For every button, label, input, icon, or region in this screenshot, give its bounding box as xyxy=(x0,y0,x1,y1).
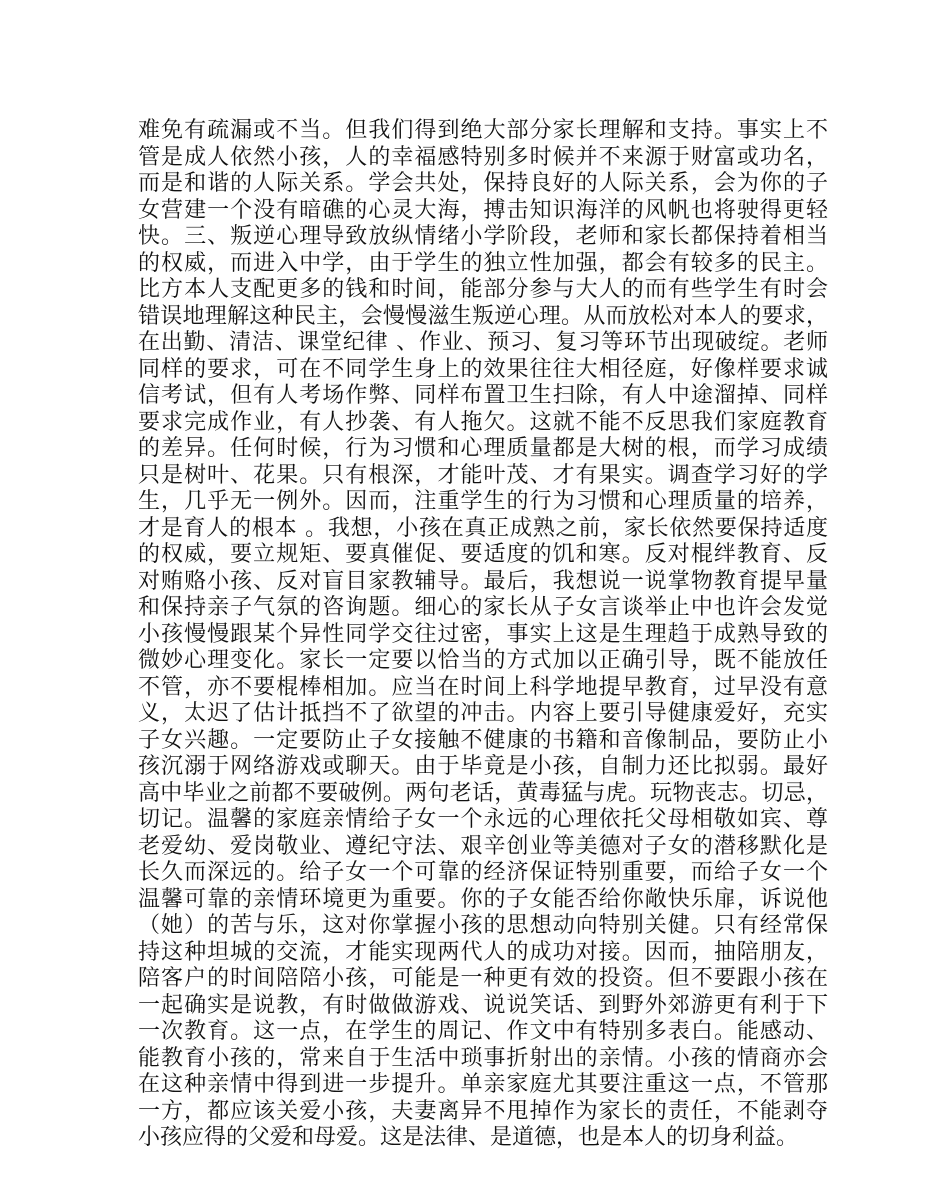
text-line: 比方本人支配更多的钱和时间，能部分参与大人的而有些学生有时会 xyxy=(138,277,828,302)
text-line: 老爱幼、爱岗敬业、遵纪守法、艰辛创业等美德对子女的潜移默化是 xyxy=(138,833,828,859)
text-line: 能教育小孩的，常来自于生活中琐事折射出的亲情。小孩的情商亦会 xyxy=(138,1045,828,1071)
text-line: 孩沉溺于网络游戏或聊天。由于毕竟是小孩，自制力还比拟弱。最好 xyxy=(138,754,828,779)
text-line: 而是和谐的人际关系。学会共处，保持良好的人际关系，会为你的子 xyxy=(138,171,828,196)
text-line: 错误地理解这种民主，会慢慢滋生叛逆心理。从而放松对本人的要求， xyxy=(138,303,828,329)
text-line: 难免有疏漏或不当。但我们得到绝大部分家长理解和支持。事实上不 xyxy=(138,118,828,143)
text-line: 快。三、叛逆心理导致放纵情绪小学阶段，老师和家长都保持着相当 xyxy=(138,224,828,249)
text-line: 一次教育。这一点，在学生的周记、作文中有特别多表白。能感动、 xyxy=(138,1019,828,1044)
text-line: 只是树叶、花果。只有根深，才能叶茂、才有果实。调查学习好的学 xyxy=(138,462,828,488)
text-line: 女营建一个没有暗礁的心灵大海，搏击知识海洋的风帆也将驶得更轻 xyxy=(138,197,828,223)
text-line: 义，太迟了估计抵挡不了欲望的冲击。内容上要引导健康爱好，充实 xyxy=(138,701,828,726)
text-line: 的权威，而进入中学，由于学生的独立性加强，都会有较多的民主。 xyxy=(138,250,828,276)
text-line: 切记。温馨的家庭亲情给子女一个永远的心理依托父母相敬如宾、尊 xyxy=(138,807,828,832)
body-text xyxy=(138,118,828,1152)
text-line: 持这种坦城的交流，才能实现两代人的成功对接。因而，抽陪朋友， xyxy=(138,939,828,965)
text-line: 管是成人依然小孩，人的幸福感特别多时候并不来源于财富或功名， xyxy=(138,144,828,170)
text-line: 陪客户的时间陪陪小孩，可能是一种更有效的投资。但不要跟小孩在 xyxy=(138,966,828,991)
text-line: 的差异。任何时候，行为习惯和心理质量都是大树的根，而学习成绩 xyxy=(138,436,828,461)
text-line: 要求完成作业，有人抄袭、有人拖欠。这就不能不反思我们家庭教育 xyxy=(138,409,828,435)
text-line: 同样的要求，可在不同学生身上的效果往往大相径庭，好像样要求诚 xyxy=(138,356,828,382)
text-line: （她）的苦与乐，这对你掌握小孩的思想动向特别关健。只有经常保 xyxy=(138,913,828,938)
text-line: 长久而深远的。给子女一个可靠的经济保证特别重要，而给子女一个 xyxy=(138,860,828,885)
text-line: 不管，亦不要棍棒相加。应当在时间上科学地提早教育，过早没有意 xyxy=(138,674,828,700)
text-line: 高中毕业之前都不要破例。两句老话，黄毒猛与虎。玩物丧志。切忌， xyxy=(138,780,828,806)
text-line: 才是育人的根本 。我想，小孩在真正成熟之前，家长依然要保持适度 xyxy=(138,515,828,541)
text-line: 温馨可靠的亲情环境更为重要。你的子女能否给你敞快乐扉，诉说他 xyxy=(138,886,828,912)
text-line: 一起确实是说教，有时做做游戏、说说笑话、到野外郊游更有利于下 xyxy=(138,992,828,1018)
text-line: 小孩慢慢跟某个异性同学交往过密，事实上这是生理趋于成熟导致的 xyxy=(138,621,828,647)
text-line: 微妙心理变化。家长一定要以恰当的方式加以正确引导，既不能放任 xyxy=(138,648,828,673)
text-line: 一方，都应该关爱小孩，夫妻离异不甩掉作为家长的责任，不能剥夺 xyxy=(138,1098,828,1124)
text-line: 和保持亲子气氛的咨询题。细心的家长从子女言谈举止中也许会发觉 xyxy=(138,595,828,620)
text-line: 信考试，但有人考场作弊、同样布置卫生扫除，有人中途溜掉、同样 xyxy=(138,383,828,408)
text-line: 子女兴趣。一定要防止子女接触不健康的书籍和音像制品，要防止小 xyxy=(138,727,828,753)
text-line: 的权威，要立规矩、要真催促、要适度的饥和寒。反对棍绊教育、反 xyxy=(138,542,828,567)
text-line: 对贿赂小孩、反对盲目家教辅导。最后，我想说一说掌物教育提早量 xyxy=(138,568,828,594)
text-line: 生，几乎无一例外。因而，注重学生的行为习惯和心理质量的培养， xyxy=(138,489,828,514)
text-line: 小孩应得的父爱和母爱。这是法律、是道德，也是本人的切身利益。 xyxy=(138,1125,799,1150)
text-line: 在出勤、清洁、课堂纪律 、作业、预习、复习等环节出现破绽。老师 xyxy=(138,330,828,355)
text-line: 在这种亲情中得到进一步提升。单亲家庭尤其要注重这一点，不管那 xyxy=(138,1072,828,1097)
